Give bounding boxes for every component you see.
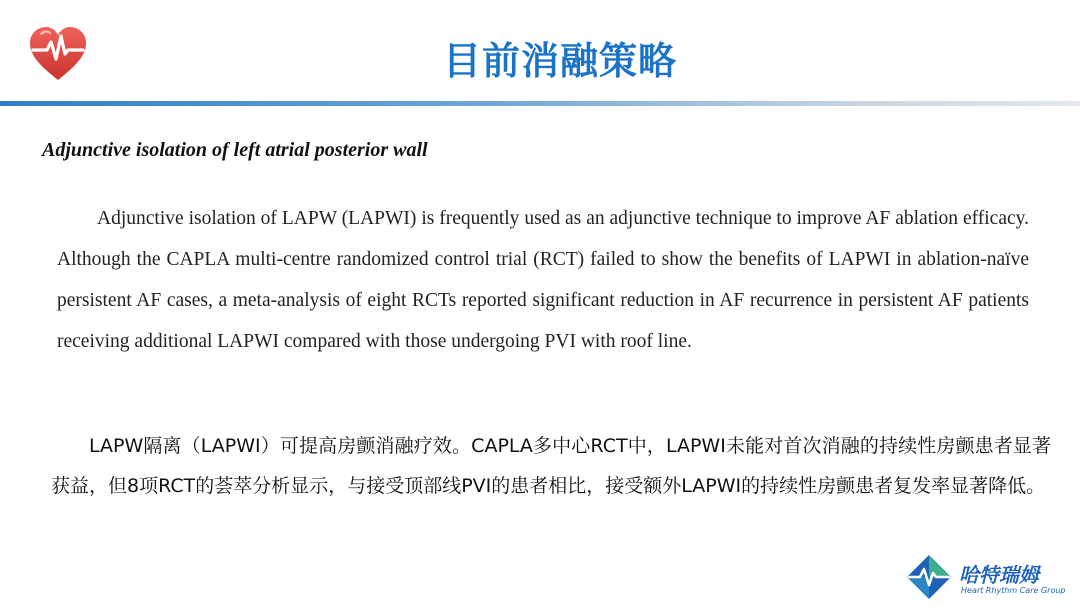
brand-tagline: Heart Rhythm Care Group — [961, 586, 1066, 595]
brand-name: 哈特瑞姆 — [959, 563, 1039, 587]
header-divider — [0, 101, 1080, 106]
section-heading: Adjunctive isolation of left atrial posterior wall — [42, 139, 428, 161]
english-paragraph: Adjunctive isolation of LAPW (LAPWI) is frequently used as an adjunctive technique to improve AF ablation efficacy. Although the CAPLA multi-centre randomized control trial (RCT) failed to show the benefits of LAPWI in ablation-naïve persistent AF cases, a meta-analysis of eight RCTs reported significant reduction in AF recurrence in persistent AF patients receiving additional LAPWI compared with those undergoing PVI with roof line. — [57, 208, 1029, 352]
page-title: 目前消融策略 — [442, 39, 677, 83]
diamond-pulse-icon — [905, 553, 953, 601]
brand-logo — [905, 553, 1075, 601]
chinese-paragraph: LAPW隔离（LAPWI）可提高房颤消融疗效。CAPLA多中心RCT中，LAPWI未能对首次消融的持续性房颤患者显著获益，但8项RCT的荟萃分析显示，与接受顶部线PVI的患者相比，接受额外LAPWI的持续性房颤患者复发率显著降低。 — [51, 435, 1051, 497]
